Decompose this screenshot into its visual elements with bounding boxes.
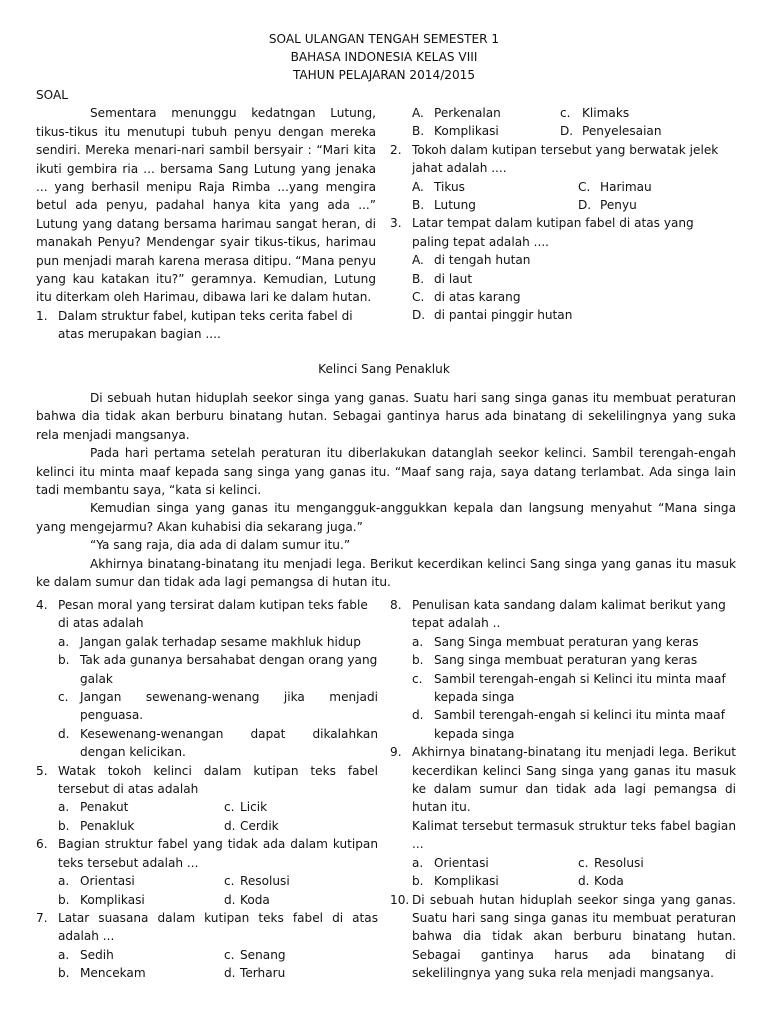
- question-7-options: [36, 946, 378, 983]
- option-a[interactable]: A. Tikus: [412, 179, 465, 194]
- question-3-options: [390, 251, 730, 325]
- option-d[interactable]: d. Cerdik: [224, 818, 279, 833]
- option-d[interactable]: d. Sambil terengah-engah si kelinci itu minta maaf kepada singa: [412, 708, 725, 741]
- option-c[interactable]: c. Licik: [224, 800, 268, 815]
- story-text: [36, 389, 736, 591]
- question-number: 1.: [36, 308, 48, 323]
- question-text: Latar suasana dalam kutipan teks fabel di atas adalah ...: [58, 910, 378, 944]
- header-subject: BAHASA INDONESIA KELAS VIII: [290, 50, 478, 64]
- question-6-options: [36, 872, 378, 909]
- question-text: Dalam struktur fabel, kutipan teks cerita fabel di atas merupakan bagian ....: [58, 308, 353, 342]
- option-d[interactable]: d. Terharu: [224, 966, 286, 981]
- option-d[interactable]: D. Penyu: [578, 198, 637, 213]
- option-b[interactable]: B. Komplikasi: [412, 124, 499, 139]
- option-b[interactable]: b. Tak ada gunanya bersahabat dengan orang yang galak: [58, 653, 378, 686]
- option-d[interactable]: d. Koda: [224, 892, 270, 907]
- option-c[interactable]: c. Jangan sewenang-wenang jika menjadi penguasa.: [58, 690, 378, 723]
- question-9: [390, 743, 736, 853]
- story-paragraph: Akhirnya binatang-binatang itu menjadi lega. Berikut kecerdikan kelinci Sang singa yang ganas itu masuk ke dalam sumur dan tidak ada lagi pemangsa di hutan itu.: [36, 556, 736, 590]
- header-year: TAHUN PELAJARAN 2014/2015: [292, 68, 476, 82]
- question-8: [390, 596, 736, 633]
- option-a[interactable]: A. di tengah hutan: [412, 253, 531, 268]
- option-c[interactable]: c. Resolusi: [578, 855, 644, 870]
- question-10: [390, 891, 736, 983]
- question-8-options: [390, 633, 736, 743]
- option-c[interactable]: C. di atas karang: [412, 290, 521, 305]
- question-number: 10.: [390, 892, 410, 907]
- exam-header: [0, 30, 768, 84]
- option-a[interactable]: A. Perkenalan: [412, 106, 501, 120]
- option-b[interactable]: b. Penakluk: [58, 818, 135, 833]
- story-title: Kelinci Sang Penakluk: [318, 362, 450, 376]
- story-paragraph: Di sebuah hutan hiduplah seekor singa yang ganas. Suatu hari sang singa ganas itu membuat peraturan bahwa dia tidak akan berburu binatang hutan. Sebagai gantinya harus ada binatang di sekelilingnya yang suka rela menjadi mangsanya.: [36, 391, 736, 442]
- option-a[interactable]: a. Penakut: [58, 800, 129, 815]
- question-3: [390, 214, 730, 251]
- question-text: Penulisan kata sandang dalam kalimat berikut yang tepat adalah ..: [412, 598, 726, 631]
- option-a[interactable]: a. Sedih: [58, 947, 114, 962]
- question-prompt: Kalimat tersebut termasuk struktur teks fabel bagian ...: [412, 818, 736, 852]
- question-6: [36, 835, 378, 872]
- option-b[interactable]: b. Komplikasi: [58, 892, 145, 907]
- option-d[interactable]: D. Penyelesaian: [560, 124, 662, 139]
- option-b[interactable]: b. Sang singa membuat peraturan yang keras: [412, 653, 698, 668]
- question-number: 8.: [390, 598, 402, 612]
- option-a[interactable]: a. Orientasi: [412, 855, 489, 870]
- question-text: Pesan moral yang tersirat dalam kutipan teks fable di atas adalah: [58, 598, 368, 631]
- question-text: Tokoh dalam kutipan tersebut yang berwatak jelek jahat adalah ....: [412, 142, 719, 176]
- question-4: [36, 596, 378, 633]
- option-c[interactable]: c. Senang: [224, 947, 286, 962]
- option-c[interactable]: c. Resolusi: [224, 874, 290, 889]
- question-5-options: [36, 798, 378, 835]
- left-top-column: [36, 86, 376, 344]
- question-text: Latar tempat dalam kutipan fabel di atas yang paling tepat adalah ....: [412, 216, 694, 249]
- option-b[interactable]: b. Mencekam: [58, 966, 146, 981]
- question-text: Di sebuah hutan hiduplah seekor singa yang ganas. Suatu hari sang singa ganas itu membuat peraturan bahwa dia tidak akan berburu binatang hutan. Sebagai gantinya harus ada binatang di sekelilingnya yang suka rela menjadi mangsanya.: [412, 892, 736, 981]
- question-number: 2.: [390, 142, 402, 157]
- option-a[interactable]: a. Jangan galak terhadap sesame makhluk hidup: [58, 634, 361, 649]
- soal-label: SOAL: [36, 88, 68, 102]
- question-text: Bagian struktur fabel yang tidak ada dalam kutipan teks tersebut adalah ...: [58, 837, 378, 870]
- question-2: [390, 141, 730, 178]
- option-a[interactable]: a. Orientasi: [58, 874, 135, 889]
- question-4-options: [36, 633, 378, 762]
- question-number: 3.: [390, 216, 402, 231]
- question-1-options: [390, 104, 730, 141]
- question-5: [36, 762, 378, 799]
- question-number: 6.: [36, 837, 48, 852]
- bottom-left-column: [36, 596, 378, 983]
- story-paragraph: “Ya sang raja, dia ada di dalam sumur itu.”: [90, 538, 351, 553]
- option-c[interactable]: c. Klimaks: [560, 106, 630, 120]
- question-number: 9.: [390, 745, 402, 760]
- story-paragraph: Pada hari pertama setelah peraturan itu diberlakukan datanglah seekor kelinci. Sambil terengah-engah kelinci itu minta maaf kepada sang singa yang ganas itu. “Maaf sang raja, saya datang terlambat. Ada singa lain tadi membantu saya, “kata si kelinci.: [36, 446, 736, 498]
- bottom-right-column: [390, 596, 736, 983]
- option-d[interactable]: d. Koda: [578, 874, 624, 889]
- question-number: 5.: [36, 763, 48, 778]
- question-text: Akhirnya binatang-binatang itu menjadi lega. Berikut kecerdikan kelinci Sang singa yang ganas itu masuk ke dalam sumur dan tidak ada lagi pemangsa di hutan itu.: [412, 745, 736, 815]
- option-d[interactable]: d. Kesewenang-wenangan dapat dikalahkan dengan kelicikan.: [58, 726, 378, 760]
- option-b[interactable]: b. Komplikasi: [412, 874, 499, 889]
- question-2-options: [390, 178, 730, 215]
- option-a[interactable]: a. Sang Singa membuat peraturan yang keras: [412, 634, 699, 649]
- option-c[interactable]: c. Sambil terengah-engah si Kelinci itu minta maaf kepada singa: [412, 671, 726, 705]
- option-b[interactable]: B. di laut: [412, 271, 473, 286]
- question-7: [36, 909, 378, 946]
- question-number: 7.: [36, 910, 48, 925]
- question-9-options: [390, 854, 736, 891]
- option-d[interactable]: D. di pantai pinggir hutan: [412, 308, 573, 323]
- question-text: Watak tokoh kelinci dalam kutipan teks fabel tersebut di atas adalah: [58, 763, 378, 797]
- passage-lutung: Sementara menunggu kedatngan Lutung, tikus-tikus itu menutupi tubuh penyu dengan mereka sendiri. Mereka menari-nari sambil bersyair : “Mari kita ikuti gembira ria ... bersama Sang Lutung yang jenaka ... yang berhasil menipu Raja Rimba ...yang mengira betul ada penyu, padahal hanya kita yang ada ...” Lutung yang datang bersama harimau sangat heran, di manakah Penyu? Mendengar syair tikus-tikus, harimau pun menjadi marah karena merasa ditipu. “Mana penyu yang kau katakan itu?” geramnya. Kemudian, Lutung itu diterkam oleh Harimau, dibawa lari ke dalam hutan.: [36, 106, 376, 305]
- question-1: [36, 307, 376, 344]
- option-c[interactable]: C. Harimau: [578, 179, 652, 194]
- right-top-column: [390, 104, 730, 325]
- question-number: 4.: [36, 598, 48, 612]
- header-title: SOAL ULANGAN TENGAH SEMESTER 1: [268, 32, 500, 46]
- option-b[interactable]: B. Lutung: [412, 198, 476, 213]
- story-paragraph: Kemudian singa yang ganas itu mengangguk-anggukkan kepala dan langsung menyahut “Mana singa yang mengejarmu? Akan kuhabisi dia sekarang juga.”: [36, 501, 736, 534]
